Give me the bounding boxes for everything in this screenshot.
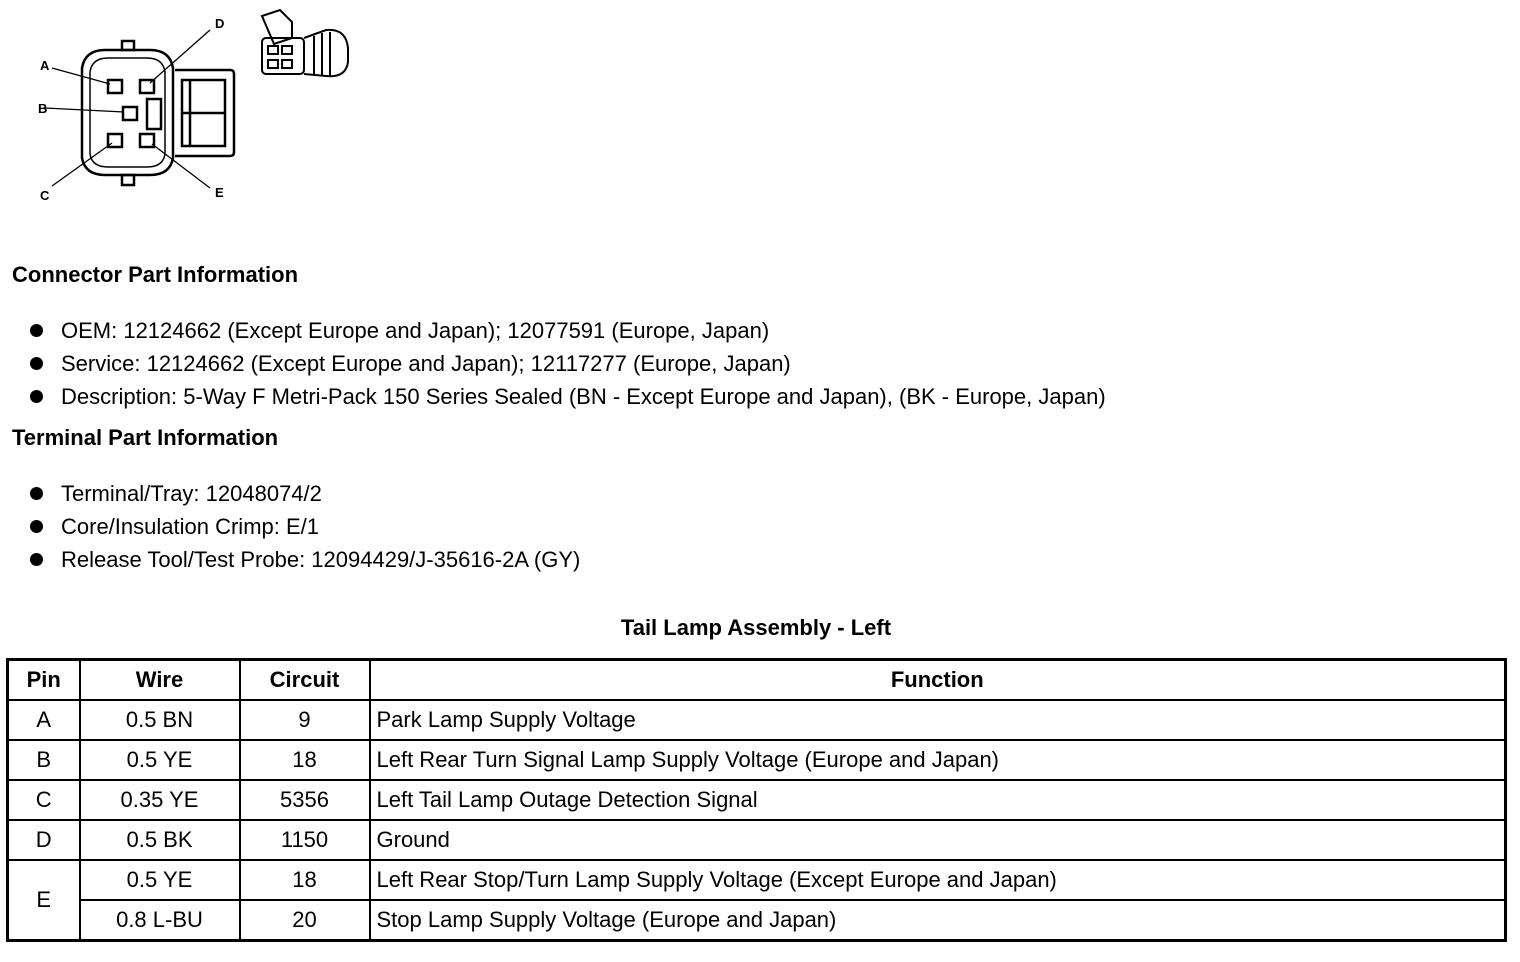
pin-cell: D: [8, 820, 80, 860]
bullet-icon: [30, 487, 43, 500]
table-header-row: [8, 660, 1506, 701]
circuit-cell: 5356: [240, 780, 370, 820]
bullet-icon: [30, 357, 43, 370]
pin-cell: E: [8, 860, 80, 941]
function-cell: Left Tail Lamp Outage Detection Signal: [370, 780, 1506, 820]
pin-label-b: B: [38, 101, 48, 116]
column-header-circuit: Circuit: [240, 660, 370, 701]
bullet-icon: [30, 324, 43, 337]
bullet-icon: [30, 520, 43, 533]
connector-part-list: [30, 314, 1106, 413]
terminal-part-list: [30, 477, 580, 576]
table-row: [8, 900, 1506, 941]
pin-label-e: E: [215, 185, 224, 200]
column-header-function: Function: [370, 660, 1506, 701]
bullet-icon: [30, 553, 43, 566]
bullet-icon: [30, 390, 43, 403]
connector-isometric-icon: [262, 10, 348, 76]
pin-cell: B: [8, 740, 80, 780]
list-item: Core/Insulation Crimp: E/1: [30, 510, 580, 543]
pin-cell: A: [8, 700, 80, 740]
terminal-part-heading: Terminal Part Information: [12, 425, 279, 450]
list-item: Terminal/Tray: 12048074/2: [30, 477, 580, 510]
table-row: [8, 740, 1506, 780]
function-cell: Park Lamp Supply Voltage: [370, 700, 1506, 740]
column-header-pin: Pin: [8, 660, 80, 701]
table-row: [8, 780, 1506, 820]
pin-label-a: A: [40, 58, 50, 73]
circuit-cell: 18: [240, 740, 370, 780]
list-item: Description: 5-Way F Metri-Pack 150 Series Sealed (BN - Except Europe and Japan), (BK - Europe, Japan): [30, 380, 1106, 413]
pin-label-c: C: [40, 188, 50, 203]
wire-cell: 0.8 L-BU: [80, 900, 240, 941]
circuit-cell: 20: [240, 900, 370, 941]
circuit-cell: 1150: [240, 820, 370, 860]
wire-cell: 0.5 YE: [80, 860, 240, 900]
function-cell: Left Rear Stop/Turn Lamp Supply Voltage (Except Europe and Japan): [370, 860, 1506, 900]
pin-cell: C: [8, 780, 80, 820]
circuit-cell: 18: [240, 860, 370, 900]
function-cell: Stop Lamp Supply Voltage (Europe and Japan): [370, 900, 1506, 941]
function-cell: Left Rear Turn Signal Lamp Supply Voltage (Europe and Japan): [370, 740, 1506, 780]
wire-cell: 0.5 BN: [80, 700, 240, 740]
table-row: [8, 700, 1506, 740]
wire-cell: 0.5 YE: [80, 740, 240, 780]
pinout-table: [6, 658, 1507, 942]
pin-label-d: D: [215, 16, 225, 31]
function-cell: Ground: [370, 820, 1506, 860]
table-row: [8, 820, 1506, 860]
circuit-cell: 9: [240, 700, 370, 740]
table-title: Tail Lamp Assembly - Left: [620, 615, 892, 640]
connector-face-diagram: [30, 8, 360, 208]
list-item: Service: 12124662 (Except Europe and Japan); 12117277 (Europe, Japan): [30, 347, 1106, 380]
list-item: Release Tool/Test Probe: 12094429/J-35616-2A (GY): [30, 543, 580, 576]
wire-cell: 0.35 YE: [80, 780, 240, 820]
list-item: OEM: 12124662 (Except Europe and Japan); 12077591 (Europe, Japan): [30, 314, 1106, 347]
connector-part-heading: Connector Part Information: [12, 262, 299, 287]
column-header-wire: Wire: [80, 660, 240, 701]
wire-cell: 0.5 BK: [80, 820, 240, 860]
table-row: [8, 860, 1506, 900]
